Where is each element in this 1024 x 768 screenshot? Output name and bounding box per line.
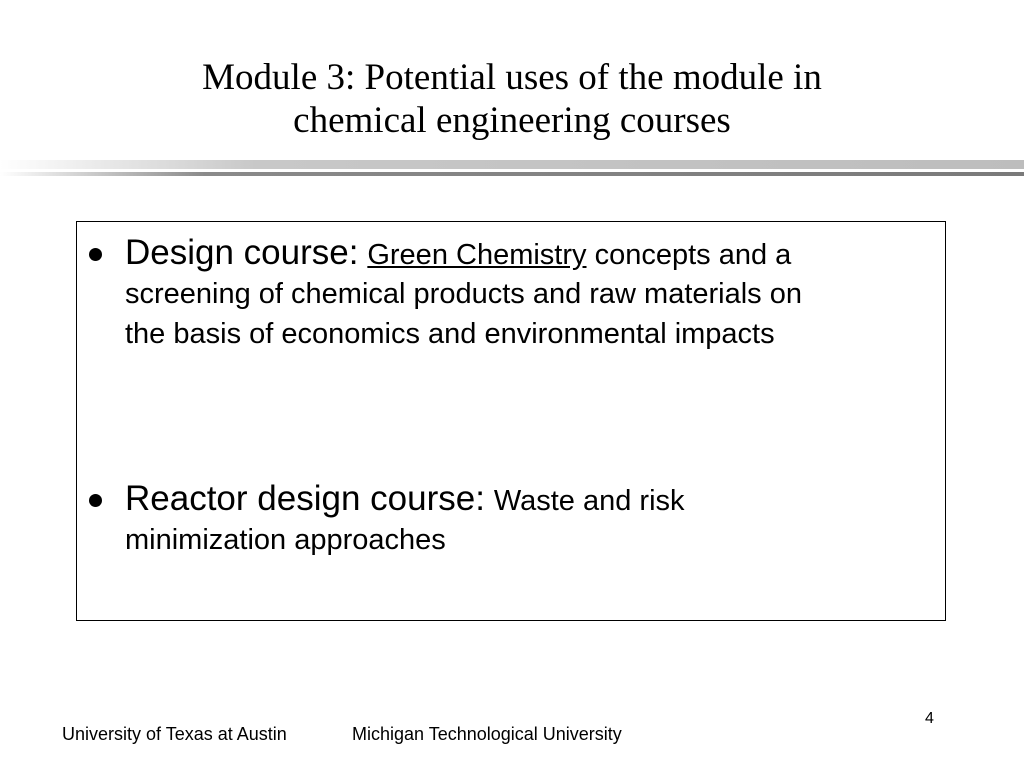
- title-divider-light: [0, 160, 1024, 169]
- bullet-1-lead: Design course:: [125, 233, 359, 272]
- slide-title: [0, 56, 1024, 142]
- bullet-2-lead: Reactor design course:: [125, 479, 485, 518]
- page-number: 4: [925, 710, 934, 727]
- title-line-1: Module 3: Potential uses of the module in: [202, 57, 822, 98]
- title-line-2: chemical engineering courses: [293, 100, 731, 141]
- green-chemistry-link[interactable]: Green Chemistry: [367, 239, 587, 271]
- footer-left: University of Texas at Austin: [62, 724, 287, 744]
- bullet-2-rest: Waste and risk: [493, 485, 685, 517]
- bullet-2-line-2: minimization approaches: [125, 524, 446, 556]
- title-divider-dark: [0, 172, 1024, 176]
- bullet-2: [125, 478, 935, 560]
- bullet-1: [125, 232, 935, 354]
- bullet-1-line-2: screening of chemical products and raw materials on: [125, 278, 802, 310]
- bullet-1-line-3: the basis of economics and environmental impacts: [125, 318, 775, 350]
- bullet-1-icon: [89, 248, 102, 261]
- bullet-2-icon: [89, 494, 102, 507]
- bullet-1-rest: concepts and a: [586, 239, 792, 271]
- footer-right: Michigan Technological University: [352, 724, 622, 744]
